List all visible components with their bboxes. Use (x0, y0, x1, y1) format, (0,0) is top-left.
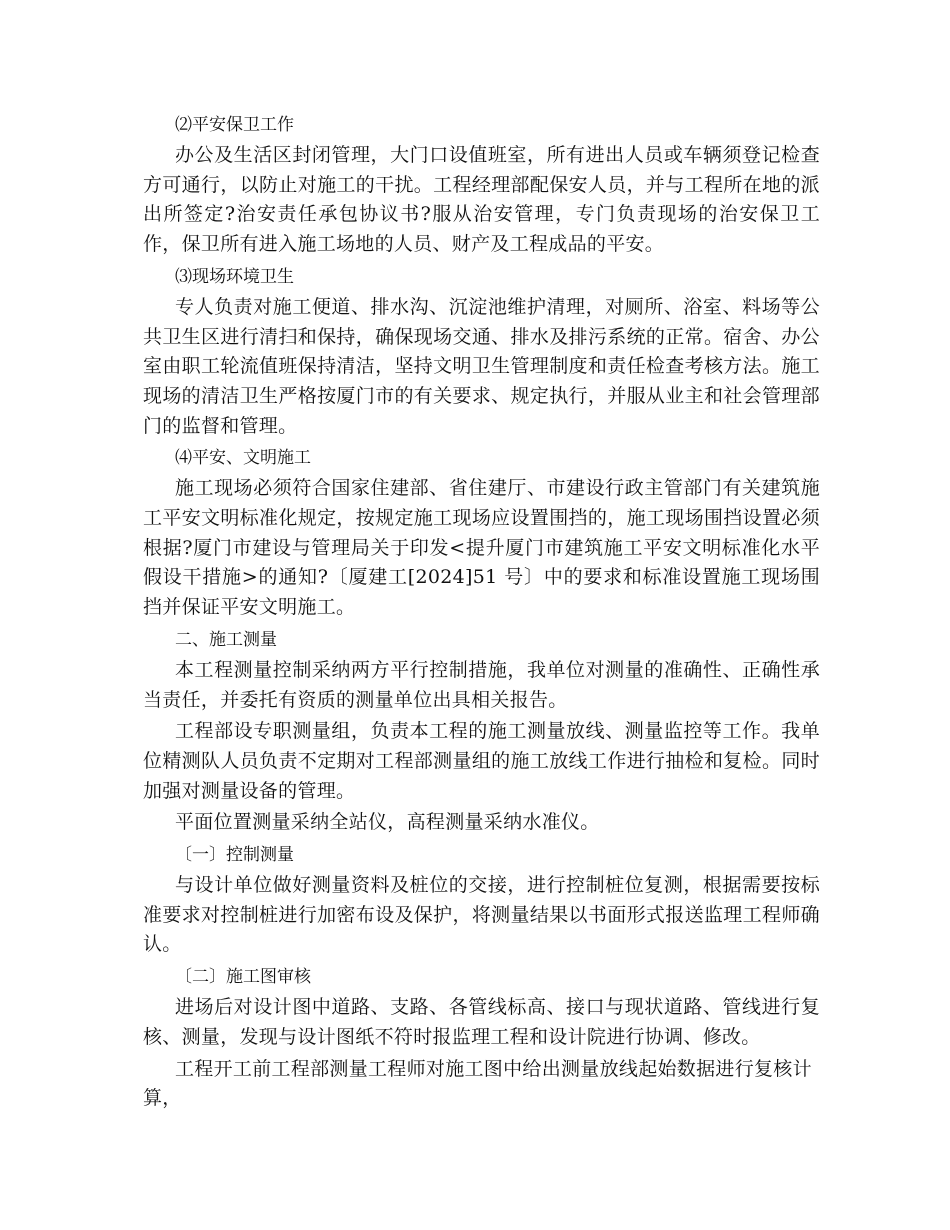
paragraph-sanitation: 专人负责对施工便道、排水沟、沉淀池维护清理，对厕所、浴室、料场等公共卫生区进行清扫和保持，确保现场交通、排水及排污系统的正常。宿舍、办公室由职工轮流值班保持清洁，坚持文明卫生管理制度和责任检查考核方法。施工现场的清洁卫生严格按厦门市的有关要求、规定执行，并服从业主和社会管理部门的监督和管理。 (143, 295, 820, 437)
paragraph-survey-instruments: 平面位置测量采纳全站仪，高程测量采纳水准仪。 (175, 811, 600, 834)
section-heading-security: ⑵平安保卫工作 (175, 115, 294, 135)
paragraph-drawing-review: 进场后对设计图中道路、支路、各管线标高、接口与现状道路、管线进行复核、测量，发现与设计图纸不符时报监理工程和设计院进行协调、修改。 (143, 996, 820, 1048)
section-heading-survey: 二、施工测量 (175, 629, 277, 650)
paragraph-survey-team: 工程部设专职测量组，负责本工程的施工测量放线、测量监控等工作。我单位精测队人员负责不定期对工程部测量组的施工放线工作进行抽检和复检。同时加强对测量设备的管理。 (143, 720, 820, 802)
section-heading-drawing-review: 〔二〕施工图审核 (175, 967, 311, 988)
section-heading-control-survey: 〔一〕控制测量 (175, 845, 294, 866)
paragraph-control-survey: 与设计单位做好测量资料及桩位的交接，进行控制桩位复测，根据需要按标准要求对控制桩进行加密布设及保护，将测量结果以书面形式报送监理工程师确认。 (143, 874, 820, 956)
paragraph-start-data-check: 工程开工前工程部测量工程师对施工图中给出测量放线起始数据进行复核计算， (143, 1057, 812, 1110)
section-heading-sanitation: ⑶现场环境卫生 (175, 266, 294, 287)
paragraph-safe-construction: 施工现场必须符合国家住建部、省住建厅、市建设行政主管部门有关建筑施工平安文明标准化规定，按规定施工现场应设置围挡的，施工现场围挡设置必须根据?厦门市建设与管理局关于印发<提升厦门市建筑施工平安文明标准化水平假设干措施>的通知?〔厦建工[2024]51 号〕中的要求和标准设置施工现场围挡并保证平安文明施工。 (143, 477, 820, 619)
paragraph-survey-control: 本工程测量控制采纳两方平行控制措施，我单位对测量的准确性、正确性承当责任，并委托有资质的测量单位出具相关报告。 (143, 658, 820, 711)
paragraph-security: 办公及生活区封闭管理，大门口设值班室，所有进出人员或车辆须登记检查方可通行，以防止对施工的干扰。工程经理部配保安人员，并与工程所在地的派出所签定?治安责任承包协议书?服从治安管理，专门负责现场的治安保卫工作，保卫所有进入施工场地的人员、财产及工程成品的平安。 (143, 144, 820, 256)
section-heading-safe-construction: ⑷平安、文明施工 (175, 448, 311, 469)
document-body (143, 110, 820, 1116)
